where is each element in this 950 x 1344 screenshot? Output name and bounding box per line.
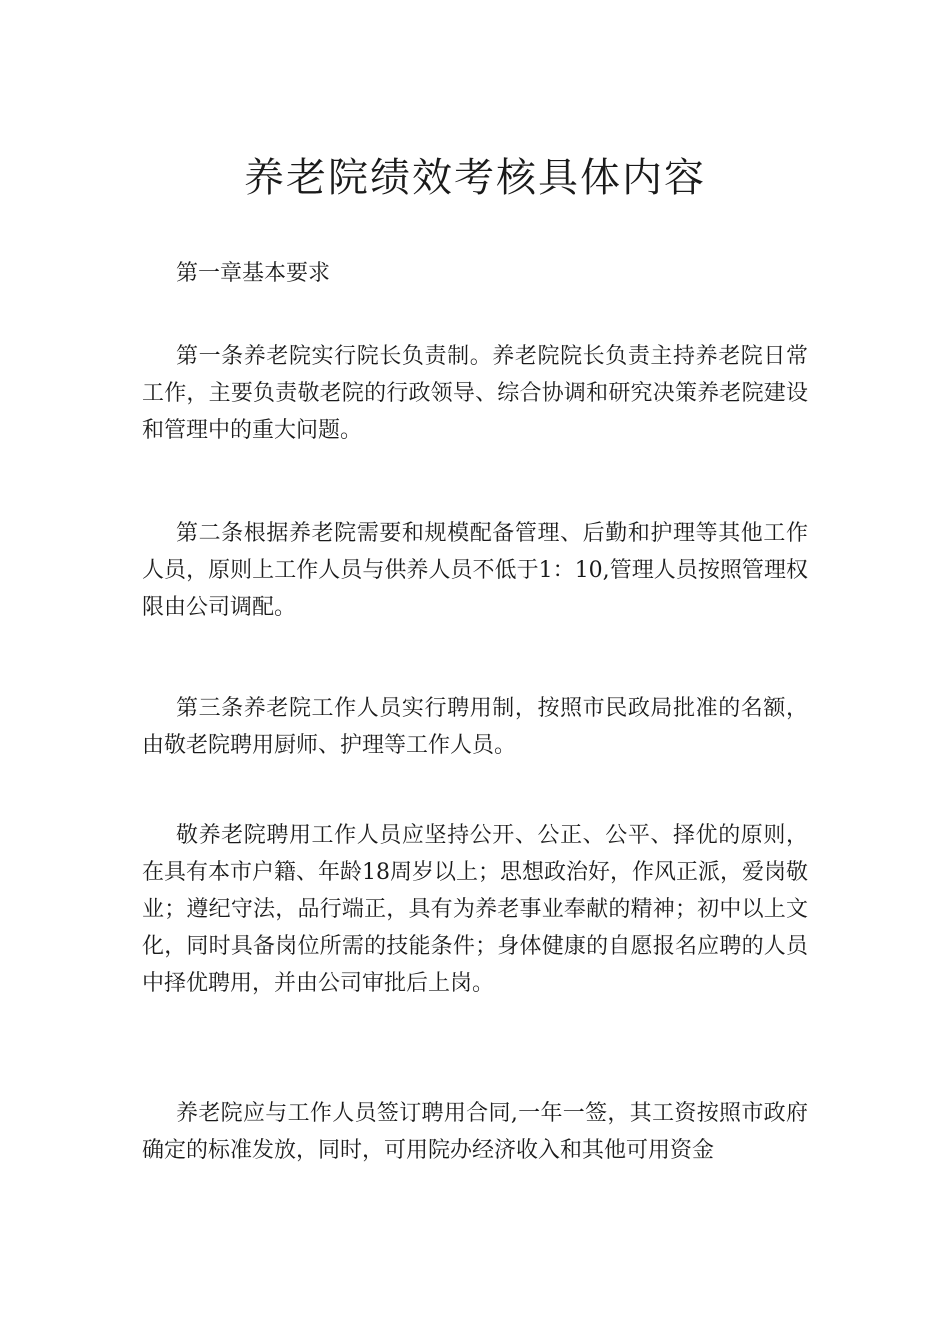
chapter-heading: 第一章基本要求: [176, 261, 331, 286]
paragraph-article-2: 第二条根据养老院需要和规模配备管理、后勤和护理等其他工作人员，原则上工作人员与供养人员不低于1：10,管理人员按照管理权限由公司调配。: [142, 521, 808, 620]
paragraph-article-1: 第一条养老院实行院长负责制。养老院院长负责主持养老院日常工作，主要负责敬老院的行政领导、综合协调和研究决策养老院建设和管理中的重大问题。: [142, 344, 808, 443]
paragraph-article-3: 第三条养老院工作人员实行聘用制，按照市民政局批准的名额，由敬老院聘用厨师、护理等工作人员。: [142, 696, 808, 758]
document-title: 养老院绩效考核具体内容: [244, 155, 706, 201]
paragraph-hiring-principles: 敬养老院聘用工作人员应坚持公开、公正、公平、择优的原则，在具有本市户籍、年龄18周岁以上；思想政治好，作风正派，爱岗敬业；遵纪守法，品行端正，具有为养老事业奉献的精神；初中以上文化，同时具备岗位所需的技能条件；身体健康的自愿报名应聘的人员中择优聘用，并由公司审批后上岗。: [142, 823, 808, 996]
paragraph-contract: 养老院应与工作人员签订聘用合同,一年一签，其工资按照市政府确定的标准发放，同时，可用院办经济收入和其他可用资金: [142, 1101, 808, 1163]
